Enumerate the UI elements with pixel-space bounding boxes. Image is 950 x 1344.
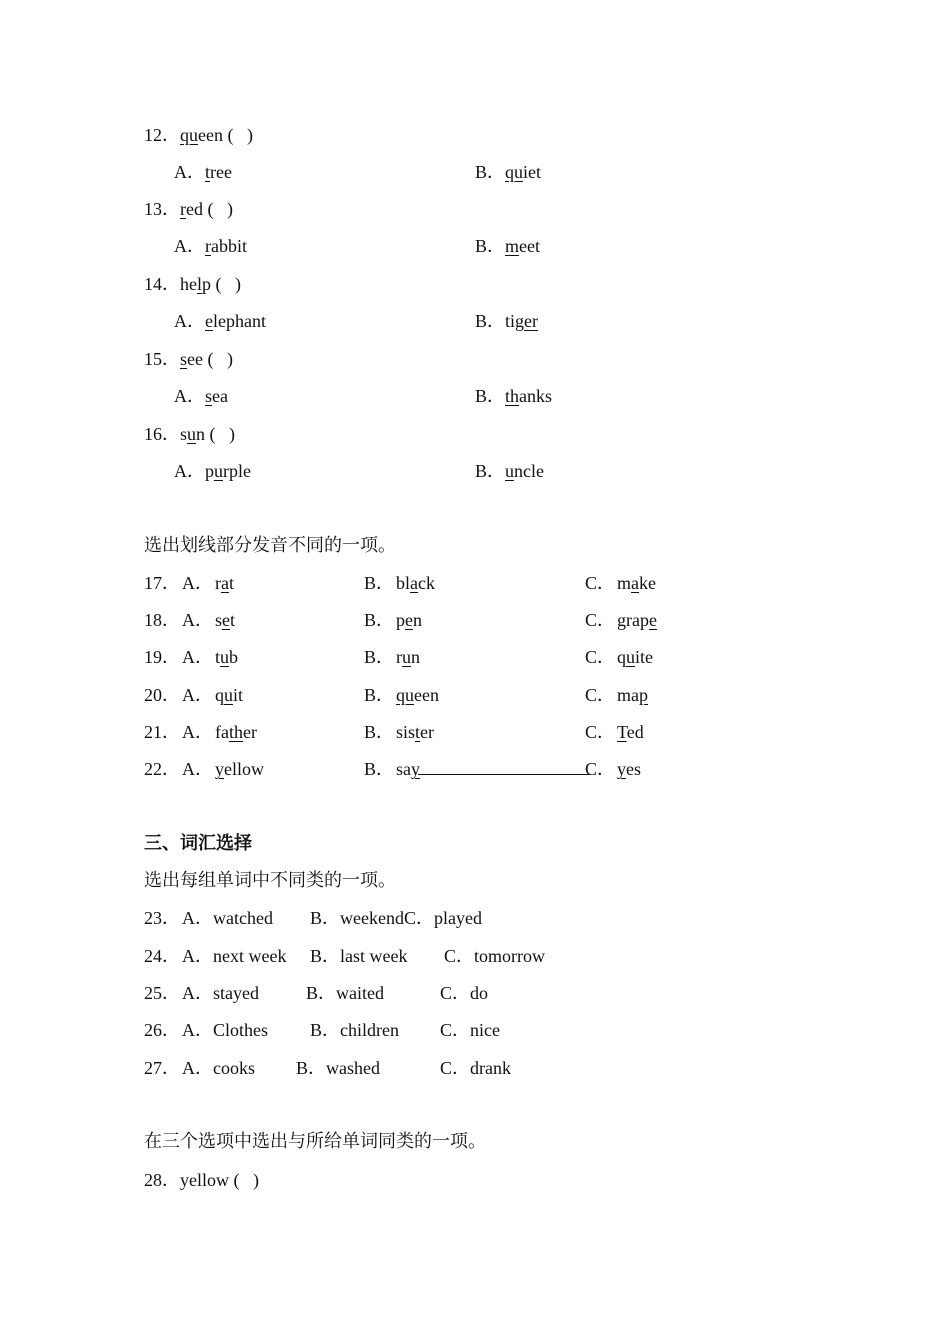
question-word-underlined: l (197, 274, 203, 294)
option-text: C．tomorrow (444, 946, 545, 966)
option-b (364, 682, 439, 708)
option-word-pre: grap (617, 610, 649, 630)
option-word-post: lephant (213, 311, 266, 331)
option-text: B．waited (306, 983, 384, 1003)
option-word (505, 236, 540, 256)
question-stem (144, 122, 253, 148)
option-word-pre: q (617, 647, 627, 667)
option-text: B．weekendC．played (310, 908, 482, 928)
section-instruction (0, 867, 950, 893)
option-word (215, 647, 238, 667)
question-number-cell (144, 905, 180, 931)
option-word-underlined: y (215, 759, 224, 779)
instruction-label: 在三个选项中选出与所给单词同类的一项。 (144, 1131, 486, 1151)
question-number: 13． (144, 199, 180, 219)
instruction-label: 选出每组单词中不同类的一项。 (144, 870, 396, 890)
option-word-post: iet (523, 162, 542, 182)
option-text: A．cooks (182, 1058, 255, 1078)
option-label: C． (585, 759, 616, 779)
option-word-pre: ma (617, 685, 640, 705)
option-label: B． (364, 759, 395, 779)
option-text: A．watched (182, 908, 273, 928)
option-a (182, 905, 273, 931)
option-word-underlined: e (405, 610, 414, 630)
option-label: B． (364, 722, 395, 742)
option-text: C．nice (440, 1020, 500, 1040)
option-word-pre: bl (396, 573, 411, 593)
option-word-post: ellow (224, 759, 264, 779)
option-label: C． (585, 722, 616, 742)
option-word-post: ke (639, 573, 657, 593)
question-word-post: n ( ) (196, 424, 236, 444)
question-stem (144, 196, 233, 222)
question-number: 16． (144, 424, 180, 444)
option-a (182, 682, 243, 708)
option-a (174, 383, 228, 409)
option-word-underlined: e (205, 311, 213, 331)
option-word-underlined: e (222, 610, 231, 630)
option-b (364, 644, 420, 670)
question-number-cell (144, 644, 180, 670)
option-text: B．washed (296, 1058, 380, 1078)
option-label: B． (364, 685, 395, 705)
options-row (0, 458, 950, 484)
option-word (215, 685, 243, 705)
option-word (505, 162, 541, 182)
option-word-post: eet (519, 236, 541, 256)
option-b (475, 383, 552, 409)
option-word (205, 386, 228, 406)
option-a (182, 1017, 268, 1043)
answer-blank-line (418, 756, 590, 775)
option-label: C． (585, 573, 616, 593)
question-row (0, 1017, 950, 1043)
instruction-label: 选出划线部分发音不同的一项。 (144, 535, 396, 555)
option-c (585, 682, 648, 708)
options-row (0, 233, 950, 259)
option-word (617, 685, 648, 705)
option-word (215, 573, 234, 593)
option-word-pre: s (215, 610, 223, 630)
question-number-cell (144, 980, 180, 1006)
option-word-underlined: qu (505, 162, 524, 182)
option-a (174, 233, 247, 259)
option-word-post: es (626, 759, 642, 779)
option-a (182, 570, 234, 596)
option-label: B． (475, 162, 506, 182)
option-text: C．drank (440, 1058, 511, 1078)
option-label: A． (174, 311, 205, 331)
question-number-cell (144, 719, 180, 745)
option-word-pre: sa (396, 759, 412, 779)
option-b (364, 756, 590, 782)
option-word-post: er (420, 722, 435, 742)
options-row (0, 159, 950, 185)
question-word-post: p ( ) (202, 274, 242, 294)
option-word-underlined: y (617, 759, 627, 779)
option-word-underlined: u (224, 685, 233, 705)
question-row (0, 196, 950, 222)
option-label: B． (364, 647, 395, 667)
option-word (617, 722, 644, 742)
option-word (396, 722, 434, 742)
option-a (182, 1055, 255, 1081)
option-c (440, 1017, 500, 1043)
option-text: B．last week (310, 946, 408, 966)
option-a (182, 756, 264, 782)
question-number: 12． (144, 125, 180, 145)
option-label: B． (475, 311, 506, 331)
option-b (475, 159, 541, 185)
option-a (182, 980, 259, 1006)
question-number: 24． (144, 946, 180, 966)
option-word-post: rple (223, 461, 251, 481)
option-c (585, 607, 657, 633)
question-word-post: een ( ) (198, 125, 253, 145)
option-word-underlined: u (626, 647, 636, 667)
option-word (617, 610, 657, 630)
option-word (617, 573, 656, 593)
option-word (505, 386, 552, 406)
option-word (396, 647, 420, 667)
option-word-post: ck (418, 573, 436, 593)
option-word-pre: t (215, 647, 221, 667)
option-b (306, 980, 384, 1006)
option-word (505, 461, 544, 481)
question-number-cell (144, 570, 180, 596)
option-b (296, 1055, 380, 1081)
question-number-cell (144, 682, 180, 708)
section-title-text: 三、词汇选择 (144, 833, 252, 853)
instruction-text (144, 1128, 486, 1154)
question-number: 23． (144, 908, 180, 928)
option-word-underlined: u (220, 647, 230, 667)
question-row (0, 607, 950, 633)
option-word (396, 685, 439, 705)
option-word-underlined: u (505, 461, 515, 481)
option-word-pre: fa (215, 722, 229, 742)
question-word-pre: he (180, 274, 197, 294)
question-number: 22． (144, 759, 180, 779)
option-word-post: n (413, 610, 423, 630)
option-word-post: ree (210, 162, 232, 182)
option-word-post: b (229, 647, 239, 667)
option-word-underlined: u (402, 647, 412, 667)
option-c (585, 719, 644, 745)
option-word-underlined: a (221, 573, 229, 593)
option-label: B． (475, 236, 506, 256)
option-a (182, 943, 286, 969)
option-word-underlined: u (214, 461, 223, 481)
option-text: B．children (310, 1020, 399, 1040)
option-word-post: ea (212, 386, 228, 406)
question-word (180, 424, 235, 444)
option-word-post: ite (635, 647, 654, 667)
question-stem (144, 1167, 259, 1193)
option-b (310, 943, 407, 969)
question-word-underlined: s (180, 349, 188, 369)
question-word-underlined: qu (180, 125, 198, 145)
question-word-post: ed ( ) (186, 199, 233, 219)
option-b (475, 308, 538, 334)
option-label: C． (585, 610, 616, 630)
option-c (585, 570, 656, 596)
question-row (0, 421, 950, 447)
option-label: A． (174, 386, 205, 406)
option-word (215, 610, 235, 630)
option-a (174, 159, 232, 185)
option-word-underlined: y (411, 759, 421, 779)
option-word (396, 573, 435, 593)
section-title (144, 830, 252, 856)
option-word-underlined: th (505, 386, 520, 406)
section-instruction (0, 1128, 950, 1154)
option-label: A． (182, 685, 213, 705)
option-label: B． (475, 386, 506, 406)
option-word (215, 759, 264, 779)
question-word-post: ee ( ) (187, 349, 233, 369)
option-label: A． (174, 162, 205, 182)
option-a (182, 644, 238, 670)
question-number: 15． (144, 349, 180, 369)
question-number: 21． (144, 722, 180, 742)
question-row (0, 346, 950, 372)
section-instruction (0, 532, 950, 558)
question-number-cell (144, 1017, 180, 1043)
option-word-underlined: e (649, 610, 657, 630)
option-word-underlined: r (205, 236, 211, 256)
option-word-underlined: m (505, 236, 520, 256)
option-b (364, 570, 435, 596)
option-label: B． (364, 610, 395, 630)
option-b (364, 607, 422, 633)
option-label: A． (182, 647, 213, 667)
option-label: C． (585, 647, 616, 667)
option-label: A． (174, 236, 205, 256)
option-text: A．next week (182, 946, 287, 966)
option-word (617, 647, 653, 667)
option-word-underlined: T (617, 722, 627, 742)
option-word-underlined: t (205, 162, 211, 182)
option-word (396, 759, 420, 779)
option-b (475, 458, 544, 484)
question-word (180, 125, 253, 145)
option-word-pre: m (617, 573, 632, 593)
option-word-post: it (233, 685, 244, 705)
question-stem (144, 421, 235, 447)
option-word-pre: r (396, 647, 403, 667)
option-a (182, 719, 257, 745)
question-number: 19． (144, 647, 180, 667)
instruction-text (144, 867, 396, 893)
question-row (0, 905, 950, 931)
option-a (182, 607, 235, 633)
option-word-post: n (411, 647, 421, 667)
question-row (0, 682, 950, 708)
question-number: 20． (144, 685, 180, 705)
question-row (0, 644, 950, 670)
question-number-cell (144, 1055, 180, 1081)
option-label: A． (182, 722, 213, 742)
question-number: 17． (144, 573, 180, 593)
section-title-row (0, 830, 950, 856)
question-number: 26． (144, 1020, 180, 1040)
option-a (174, 308, 266, 334)
option-b (364, 719, 434, 745)
option-word-pre: r (215, 573, 221, 593)
option-word (396, 610, 422, 630)
question-word (180, 274, 241, 294)
options-row (0, 308, 950, 334)
option-label: A． (174, 461, 205, 481)
option-word-underlined: th (228, 722, 243, 742)
question-row (0, 1055, 950, 1081)
option-b (310, 1017, 399, 1043)
option-word-pre: p (396, 610, 406, 630)
option-b (310, 905, 482, 931)
question-stem (144, 271, 241, 297)
option-word-post: t (230, 610, 236, 630)
question-number-cell (144, 607, 180, 633)
question-row (0, 756, 950, 782)
option-b (475, 233, 540, 259)
option-label: C． (585, 685, 616, 705)
option-c (585, 644, 653, 670)
option-word-pre: p (205, 461, 214, 481)
question-number: 25． (144, 983, 180, 1003)
option-word (205, 236, 247, 256)
option-word (215, 722, 257, 742)
question-row (0, 980, 950, 1006)
option-word (205, 162, 232, 182)
question-word-underlined: u (187, 424, 197, 444)
question-row (0, 271, 950, 297)
option-word-pre: sis (396, 722, 416, 742)
question-row (0, 1167, 950, 1193)
option-text: A．stayed (182, 983, 259, 1003)
option-label: A． (182, 759, 213, 779)
question-word (180, 199, 233, 219)
option-c (444, 943, 545, 969)
option-word-post: ed (626, 722, 644, 742)
option-label: B． (364, 573, 395, 593)
option-word-post: een (414, 685, 439, 705)
option-word-pre: q (215, 685, 224, 705)
question-word-underlined: r (180, 199, 186, 219)
option-word (205, 311, 266, 331)
option-text: C．do (440, 983, 489, 1003)
option-word-post: anks (519, 386, 553, 406)
option-word-underlined: a (631, 573, 640, 593)
question-number: 14． (144, 274, 180, 294)
option-word-underlined: p (639, 685, 649, 705)
option-label: A． (182, 573, 213, 593)
options-row (0, 383, 950, 409)
question-row (0, 719, 950, 745)
option-word-post: er (243, 722, 257, 742)
question-text: 28．yellow ( ) (144, 1170, 259, 1190)
question-number: 18． (144, 610, 180, 630)
question-row (0, 122, 950, 148)
option-word (505, 311, 538, 331)
option-c (585, 756, 641, 782)
option-word-post: abbit (211, 236, 247, 256)
option-c (440, 1055, 511, 1081)
option-a (174, 458, 251, 484)
question-row (0, 943, 950, 969)
question-word (180, 349, 233, 369)
question-word-pre: s (180, 424, 188, 444)
question-number-cell (144, 943, 180, 969)
question-row (0, 570, 950, 596)
question-stem (144, 346, 233, 372)
instruction-text (144, 532, 396, 558)
option-word-underlined: t (415, 722, 421, 742)
option-word-post: t (229, 573, 235, 593)
option-word-pre: tig (505, 311, 525, 331)
option-word-underlined: qu (396, 685, 415, 705)
option-word (205, 461, 251, 481)
question-number: 27． (144, 1058, 180, 1078)
option-word-underlined: s (205, 386, 213, 406)
option-c (440, 980, 488, 1006)
option-word-post: ncle (514, 461, 544, 481)
option-word-underlined: er (524, 311, 539, 331)
option-label: B． (475, 461, 506, 481)
option-word (617, 759, 641, 779)
option-label: A． (182, 610, 213, 630)
option-text: A．Clothes (182, 1020, 269, 1040)
question-number-cell (144, 756, 180, 782)
option-word-underlined: a (410, 573, 419, 593)
